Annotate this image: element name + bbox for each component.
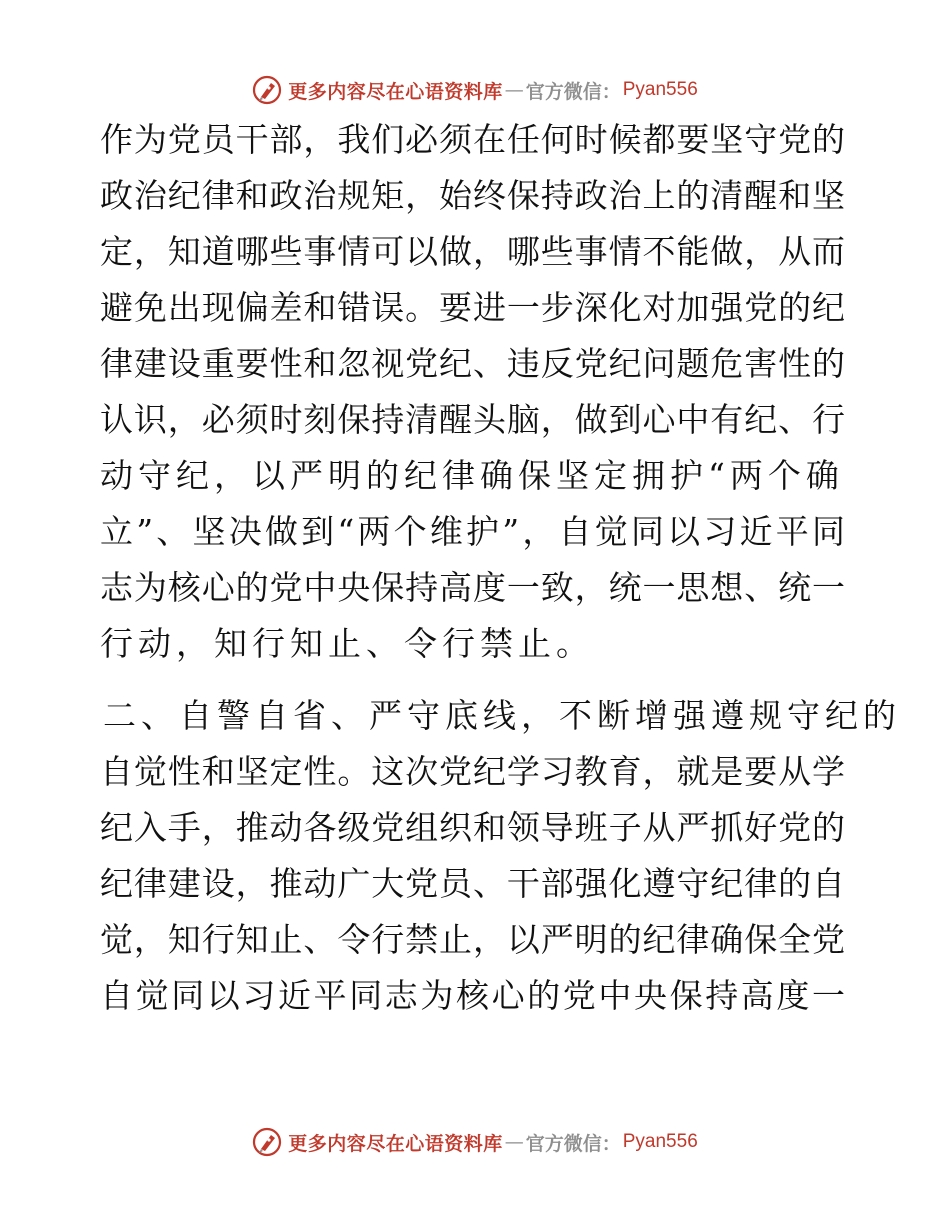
text-line: 志为核心的党中央保持高度一致，统一思想、统一	[100, 568, 845, 607]
header-banner	[0, 70, 950, 110]
pen-nib-logo-icon	[252, 1127, 282, 1157]
text-line: 认识，必须时刻保持清醒头脑，做到心中有纪、行	[100, 400, 845, 439]
header-promo-text: 更多内容尽在心语资料库	[288, 80, 503, 103]
footer-dash: —	[504, 1131, 524, 1153]
text-line: 自觉同以习近平同志为核心的党中央保持高度一	[100, 976, 845, 1015]
footer-banner	[0, 1122, 950, 1162]
text-line: 动守纪，以严明的纪律确保坚定拥护“两个确	[100, 456, 844, 495]
text-line: 避免出现偏差和错误。要进一步深化对加强党的纪	[100, 288, 845, 327]
text-line: 作为党员干部，我们必须在任何时候都要坚守党的	[100, 120, 845, 159]
text-line: 纪入手，推动各级党组织和领导班子从严抓好党的	[100, 808, 845, 847]
paragraph-1	[100, 120, 845, 664]
text-line: 自觉性和坚定性。这次党纪学习教育，就是要从学	[100, 752, 845, 791]
text-line: 律建设重要性和忽视党纪、违反党纪问题危害性的	[100, 344, 845, 383]
text-line: 行动，知行知止、令行禁止。	[100, 624, 594, 663]
text-line: 政治纪律和政治规矩，始终保持政治上的清醒和坚	[100, 176, 845, 215]
footer-promo-text: 更多内容尽在心语资料库	[288, 1132, 503, 1155]
text-line: 纪律建设，推动广大党员、干部强化遵守纪律的自	[100, 864, 845, 903]
pen-nib-logo-icon	[252, 75, 282, 105]
text-line: 定，知道哪些事情可以做，哪些事情不能做，从而	[100, 232, 845, 271]
header-wechat-label: 官方微信：	[525, 80, 621, 103]
footer-wechat-label: 官方微信：	[525, 1132, 621, 1155]
section-heading-line: 二、自警自省、严守底线，不断增强遵规守纪的	[103, 696, 901, 735]
paragraph-2	[100, 696, 901, 1016]
header-wechat-id: Pyan556	[622, 79, 698, 100]
footer-wechat-id: Pyan556	[622, 1131, 698, 1152]
paragraph-gap	[100, 680, 845, 696]
document-body	[100, 120, 901, 1032]
text-line: 觉，知行知止、令行禁止，以严明的纪律确保全党	[100, 920, 845, 959]
text-line: 立”、坚决做到“两个维护”，自觉同以习近平同	[100, 512, 845, 551]
header-dash: —	[504, 79, 524, 101]
